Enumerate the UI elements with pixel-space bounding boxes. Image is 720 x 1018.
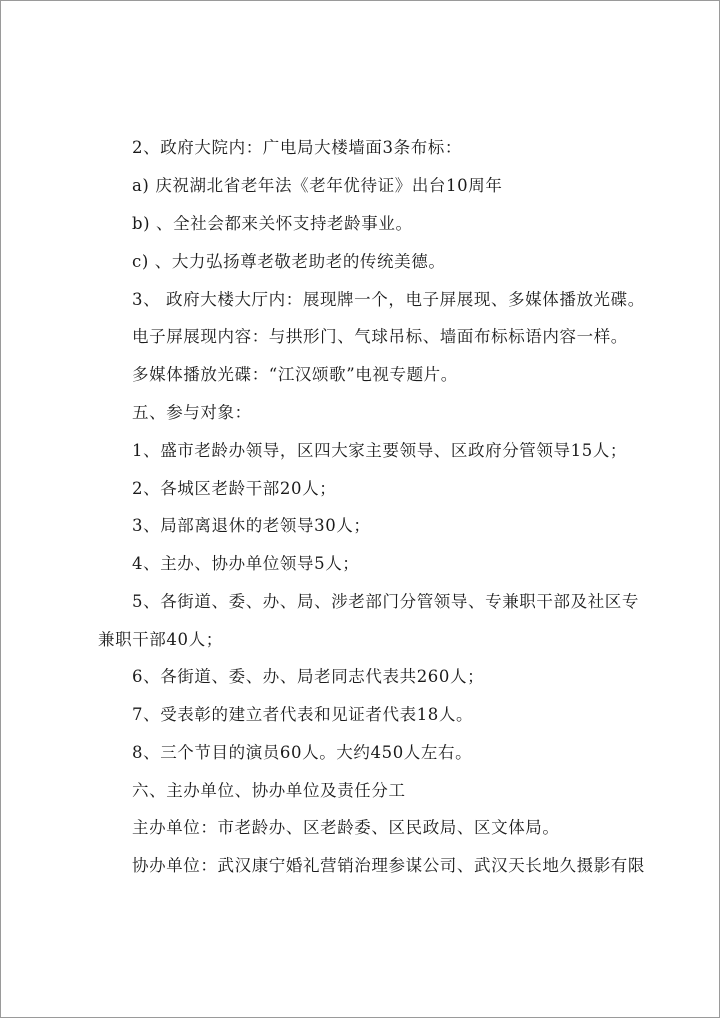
text-line: 8、三个节目的演员60人。大约450人左右。 [132, 743, 473, 762]
section-heading: 六、主办单位、协办单位及责任分工 [132, 781, 406, 800]
section-heading: 五、参与对象： [132, 403, 252, 422]
text-line: 3、 政府大楼大厅内：展现牌一个，电子屏展现、多媒体播放光碟。 [132, 290, 645, 309]
text-line: 1、盛市老龄办领导，区四大家主要领导、区政府分管领导15人； [132, 441, 627, 460]
text-line: 3、局部离退休的老领导30人； [132, 516, 371, 535]
text-line: b) 、全社会都来关怀支持老龄事业。 [132, 214, 413, 233]
text-line: 多媒体播放光碟：“江汉颂歌”电视专题片。 [132, 365, 458, 384]
text-line: 协办单位：武汉康宁婚礼营销治理参谋公司、武汉天长地久摄影有限 [132, 856, 645, 875]
text-line: 5、各街道、委、办、局、涉老部门分管领导、专兼职干部及社区专 [132, 592, 639, 611]
text-line: 4、主办、协办单位领导5人； [132, 554, 360, 573]
text-line: 7、受表彰的建立者代表和见证者代表18人。 [132, 705, 474, 724]
text-line: 主办单位：市老龄办、区老龄委、区民政局、区文体局。 [132, 818, 560, 837]
text-line: 电子屏展现内容：与拱形门、气球吊标、墙面布标标语内容一样。 [132, 327, 628, 346]
text-line-continuation: 兼职干部40人； [98, 630, 223, 649]
text-line: 2、政府大院内：广电局大楼墙面3条布标： [132, 138, 462, 157]
text-line: 6、各街道、委、办、局老同志代表共260人； [132, 667, 485, 686]
text-line: c) 、大力弘扬尊老敬老助老的传统美德。 [132, 252, 446, 271]
text-line: 2、各城区老龄干部20人； [132, 479, 337, 498]
text-line: a) 庆祝湖北省老年法《老年优待证》出台10周年 [132, 176, 503, 195]
